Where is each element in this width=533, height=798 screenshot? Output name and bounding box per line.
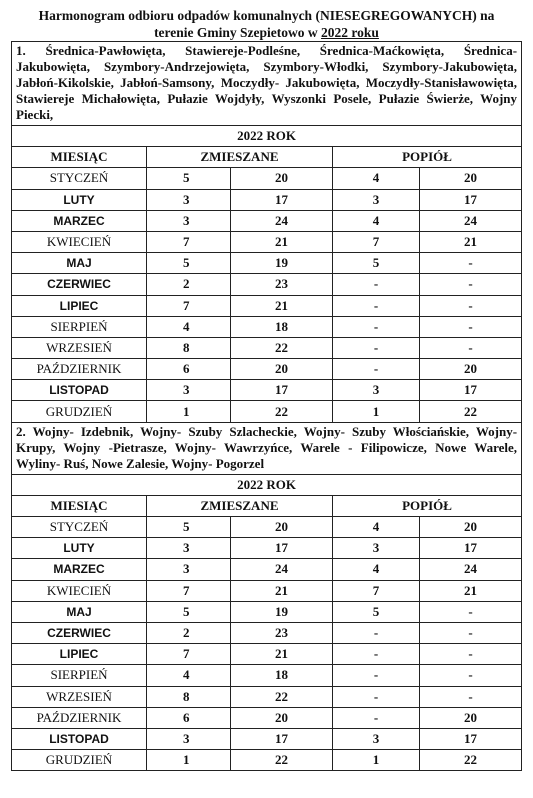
month-cell: LUTY — [12, 189, 147, 210]
table-row — [12, 538, 522, 559]
mixed-date-1: 7 — [147, 580, 231, 601]
month-cell: PAŹDZIERNIK — [12, 707, 147, 728]
mixed-date-1: 3 — [147, 728, 231, 749]
ash-date-2: - — [420, 337, 522, 358]
ash-date-1: - — [333, 274, 420, 295]
ash-date-1: 7 — [333, 231, 420, 252]
ash-date-2: 17 — [420, 728, 522, 749]
ash-date-1: - — [333, 295, 420, 316]
table-row — [12, 580, 522, 601]
month-cell: SIERPIEŃ — [12, 316, 147, 337]
ash-date-1: - — [333, 707, 420, 728]
mixed-date-2: 17 — [231, 538, 333, 559]
month-cell: KWIECIEŃ — [12, 580, 147, 601]
ash-date-2: 20 — [420, 707, 522, 728]
table-row — [12, 517, 522, 538]
mixed-date-2: 21 — [231, 580, 333, 601]
month-cell: WRZESIEŃ — [12, 337, 147, 358]
mixed-date-1: 7 — [147, 295, 231, 316]
month-cell: MAJ — [12, 253, 147, 274]
ash-date-1: 4 — [333, 168, 420, 189]
mixed-date-1: 1 — [147, 750, 231, 771]
table-row — [12, 274, 522, 295]
ash-date-2: 17 — [420, 538, 522, 559]
table-row — [12, 380, 522, 401]
ash-date-2: 20 — [420, 359, 522, 380]
ash-date-1: - — [333, 665, 420, 686]
column-header-ash: POPIÓŁ — [333, 147, 522, 168]
mixed-date-2: 23 — [231, 622, 333, 643]
ash-date-1: 5 — [333, 253, 420, 274]
ash-date-1: 3 — [333, 538, 420, 559]
mixed-date-1: 5 — [147, 168, 231, 189]
ash-date-2: 21 — [420, 580, 522, 601]
ash-date-2: 24 — [420, 559, 522, 580]
month-cell: WRZESIEŃ — [12, 686, 147, 707]
year-row — [12, 474, 522, 495]
month-cell: STYCZEŃ — [12, 168, 147, 189]
table-row — [12, 728, 522, 749]
mixed-date-2: 21 — [231, 231, 333, 252]
ash-date-1: 4 — [333, 517, 420, 538]
ash-date-1: 4 — [333, 559, 420, 580]
mixed-date-1: 2 — [147, 274, 231, 295]
ash-date-2: - — [420, 253, 522, 274]
ash-date-2: - — [420, 274, 522, 295]
document-title — [0, 7, 533, 41]
ash-date-1: - — [333, 359, 420, 380]
table-row — [12, 707, 522, 728]
section-description: 1. Średnica-Pawłowięta, Stawiereje-Podleśne, Średnica-Maćkowięta, Średnica-Jakubowięta, Szymbory-Andrzejowięta, Szymbory-Włodki, Szymbory-Jakubowięta, Jabłoń-Kikolskie, Jabłoń-Samsony, Moczydły- Jakubowięta, Moczydły-Stanisławowięta, Stawiereje Michałowięta, Pułazie Wojdyły, Wyszonki Posele, Pułazie Świerże, Wojny Piecki, — [12, 42, 522, 126]
table-row — [12, 622, 522, 643]
title-line-2 — [0, 24, 533, 41]
mixed-date-2: 22 — [231, 337, 333, 358]
ash-date-2: - — [420, 686, 522, 707]
year-label: 2022 ROK — [12, 126, 522, 147]
mixed-date-1: 3 — [147, 189, 231, 210]
table-row — [12, 231, 522, 252]
ash-date-2: 21 — [420, 231, 522, 252]
mixed-date-1: 8 — [147, 337, 231, 358]
month-cell: MAJ — [12, 601, 147, 622]
section-description-row — [12, 42, 522, 126]
table-row — [12, 253, 522, 274]
mixed-date-2: 20 — [231, 359, 333, 380]
ash-date-2: - — [420, 644, 522, 665]
mixed-date-1: 4 — [147, 665, 231, 686]
table-row — [12, 559, 522, 580]
schedule-table — [11, 41, 522, 771]
month-cell: MARZEC — [12, 210, 147, 231]
mixed-date-2: 20 — [231, 517, 333, 538]
ash-date-2: 17 — [420, 380, 522, 401]
ash-date-1: 3 — [333, 728, 420, 749]
mixed-date-2: 22 — [231, 750, 333, 771]
ash-date-1: 7 — [333, 580, 420, 601]
ash-date-2: - — [420, 601, 522, 622]
table-row — [12, 189, 522, 210]
mixed-date-1: 3 — [147, 559, 231, 580]
mixed-date-2: 22 — [231, 686, 333, 707]
mixed-date-1: 4 — [147, 316, 231, 337]
mixed-date-2: 17 — [231, 380, 333, 401]
month-cell: KWIECIEŃ — [12, 231, 147, 252]
mixed-date-2: 18 — [231, 665, 333, 686]
ash-date-2: - — [420, 622, 522, 643]
section-description-row — [12, 422, 522, 474]
table-row — [12, 601, 522, 622]
ash-date-1: - — [333, 644, 420, 665]
schedule-body — [12, 42, 522, 771]
table-row — [12, 686, 522, 707]
mixed-date-1: 5 — [147, 517, 231, 538]
column-header-mixed: ZMIESZANE — [147, 495, 333, 516]
mixed-date-1: 5 — [147, 601, 231, 622]
month-cell: STYCZEŃ — [12, 517, 147, 538]
month-cell: SIERPIEŃ — [12, 665, 147, 686]
ash-date-1: - — [333, 686, 420, 707]
month-cell: LIPIEC — [12, 644, 147, 665]
ash-date-2: 22 — [420, 401, 522, 422]
mixed-date-2: 22 — [231, 401, 333, 422]
mixed-date-2: 21 — [231, 295, 333, 316]
ash-date-2: - — [420, 295, 522, 316]
mixed-date-2: 19 — [231, 253, 333, 274]
ash-date-2: - — [420, 665, 522, 686]
table-row — [12, 337, 522, 358]
ash-date-1: 5 — [333, 601, 420, 622]
mixed-date-1: 7 — [147, 231, 231, 252]
table-row — [12, 665, 522, 686]
mixed-date-2: 20 — [231, 168, 333, 189]
mixed-date-2: 19 — [231, 601, 333, 622]
table-row — [12, 210, 522, 231]
column-header-month: MIESIĄC — [12, 495, 147, 516]
table-row — [12, 644, 522, 665]
year-label: 2022 ROK — [12, 474, 522, 495]
mixed-date-1: 1 — [147, 401, 231, 422]
mixed-date-1: 3 — [147, 380, 231, 401]
mixed-date-1: 3 — [147, 538, 231, 559]
mixed-date-1: 7 — [147, 644, 231, 665]
mixed-date-1: 2 — [147, 622, 231, 643]
table-row — [12, 316, 522, 337]
ash-date-2: 22 — [420, 750, 522, 771]
month-cell: LIPIEC — [12, 295, 147, 316]
mixed-date-2: 24 — [231, 559, 333, 580]
column-header-mixed: ZMIESZANE — [147, 147, 333, 168]
ash-date-1: - — [333, 316, 420, 337]
mixed-date-1: 6 — [147, 359, 231, 380]
ash-date-2: 20 — [420, 517, 522, 538]
mixed-date-2: 18 — [231, 316, 333, 337]
column-header-ash: POPIÓŁ — [333, 495, 522, 516]
mixed-date-2: 17 — [231, 728, 333, 749]
ash-date-1: 4 — [333, 210, 420, 231]
table-row — [12, 295, 522, 316]
mixed-date-2: 20 — [231, 707, 333, 728]
mixed-date-2: 21 — [231, 644, 333, 665]
mixed-date-1: 8 — [147, 686, 231, 707]
title-year: 2022 roku — [321, 25, 379, 40]
mixed-date-1: 3 — [147, 210, 231, 231]
ash-date-2: - — [420, 316, 522, 337]
column-header-row — [12, 147, 522, 168]
year-row — [12, 126, 522, 147]
ash-date-2: 20 — [420, 168, 522, 189]
month-cell: LISTOPAD — [12, 728, 147, 749]
column-header-row — [12, 495, 522, 516]
ash-date-2: 17 — [420, 189, 522, 210]
table-row — [12, 750, 522, 771]
table-row — [12, 359, 522, 380]
month-cell: CZERWIEC — [12, 622, 147, 643]
mixed-date-2: 23 — [231, 274, 333, 295]
ash-date-1: - — [333, 337, 420, 358]
ash-date-1: 1 — [333, 401, 420, 422]
mixed-date-2: 24 — [231, 210, 333, 231]
ash-date-2: 24 — [420, 210, 522, 231]
ash-date-1: 1 — [333, 750, 420, 771]
table-row — [12, 401, 522, 422]
month-cell: PAŹDZIERNIK — [12, 359, 147, 380]
mixed-date-1: 6 — [147, 707, 231, 728]
month-cell: GRUDZIEŃ — [12, 401, 147, 422]
mixed-date-2: 17 — [231, 189, 333, 210]
month-cell: GRUDZIEŃ — [12, 750, 147, 771]
ash-date-1: 3 — [333, 189, 420, 210]
month-cell: MARZEC — [12, 559, 147, 580]
title-line-1: Harmonogram odbioru odpadów komunalnych (NIESEGREGOWANYCH) na — [38, 8, 495, 23]
mixed-date-1: 5 — [147, 253, 231, 274]
title-line-2-prefix: terenie Gminy Szepietowo w — [154, 25, 322, 40]
month-cell: CZERWIEC — [12, 274, 147, 295]
column-header-month: MIESIĄC — [12, 147, 147, 168]
ash-date-1: 3 — [333, 380, 420, 401]
month-cell: LUTY — [12, 538, 147, 559]
month-cell: LISTOPAD — [12, 380, 147, 401]
ash-date-1: - — [333, 622, 420, 643]
table-row — [12, 168, 522, 189]
section-description: 2. Wojny- Izdebnik, Wojny- Szuby Szlacheckie, Wojny- Szuby Włościańskie, Wojny-Krupy, Wojny -Pietrasze, Wojny- Wawrzyńce, Warele - Filipowicze, Nowe Warele, Wyliny- Ruś, Nowe Zalesie, Wojny- Pogorzel — [12, 422, 522, 474]
